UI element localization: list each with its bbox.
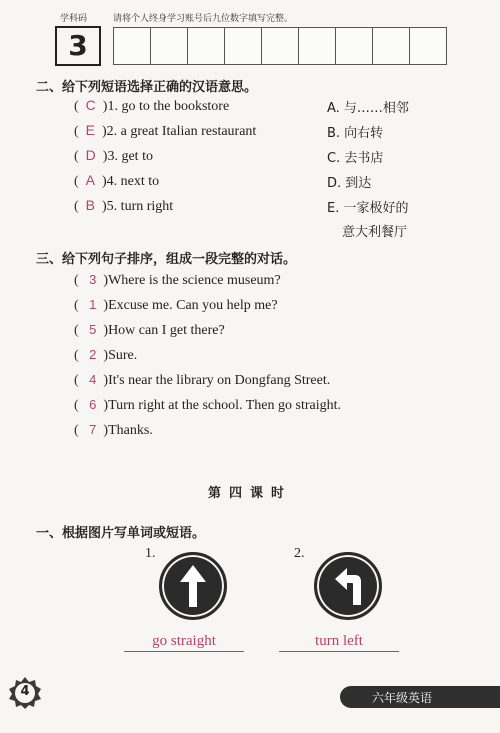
answer-field[interactable]: 7 bbox=[89, 422, 97, 437]
answer-field[interactable]: D bbox=[85, 147, 96, 163]
option-e: E. 一家极好的 bbox=[327, 201, 409, 216]
section3-title: 三、给下列句子排序，组成一段完整的对话。 bbox=[36, 252, 297, 267]
lesson-title: 第四课时 bbox=[207, 486, 292, 501]
list-item: ( A )4. next to bbox=[74, 172, 160, 189]
sentence-text: )Excuse me. Can you help me? bbox=[103, 298, 278, 313]
list-item: ( 7 )Thanks. bbox=[74, 422, 153, 438]
sentence-text: )Where is the science museum? bbox=[103, 273, 281, 288]
page-number-badge bbox=[8, 676, 42, 710]
id-digit-box[interactable] bbox=[372, 27, 410, 65]
id-digit-box[interactable] bbox=[261, 27, 299, 65]
phrase-text: )5. turn right bbox=[102, 199, 174, 214]
answer-field[interactable]: 4 bbox=[89, 372, 97, 387]
sentence-text: )Sure. bbox=[103, 348, 138, 363]
option-c: C. 去书店 bbox=[327, 151, 384, 166]
straight-arrow-icon bbox=[159, 552, 227, 620]
answer-field[interactable]: 3 bbox=[89, 272, 97, 287]
answer-field[interactable]: B bbox=[85, 197, 96, 213]
sentence-text: )Thanks. bbox=[103, 423, 153, 438]
answer-underline bbox=[279, 651, 399, 652]
item-number: 2. bbox=[294, 546, 305, 561]
subject-code-label: 学科码 bbox=[60, 14, 88, 24]
id-digit-box[interactable] bbox=[409, 27, 447, 65]
list-item: ( 3 )Where is the science museum? bbox=[74, 272, 281, 288]
answer-underline bbox=[124, 651, 244, 652]
phrase-text: )2. a great Italian restaurant bbox=[102, 124, 257, 139]
option-b: B. 向右转 bbox=[327, 126, 384, 141]
answer-field[interactable]: 6 bbox=[89, 397, 97, 412]
sentence-text: )Turn right at the school. Then go straight. bbox=[103, 398, 341, 413]
id-digit-box[interactable] bbox=[298, 27, 336, 65]
list-item: ( 5 )How can I get there? bbox=[74, 322, 225, 338]
phrase-text: )3. get to bbox=[102, 149, 153, 164]
id-digit-box[interactable] bbox=[335, 27, 373, 65]
answer-field[interactable]: turn left bbox=[315, 633, 363, 649]
option-e-continued: 意大利餐厅 bbox=[342, 225, 408, 240]
item-number: 1. bbox=[145, 546, 156, 561]
sentence-text: )It's near the library on Dongfang Street. bbox=[103, 373, 331, 388]
option-a: A. 与……相邻 bbox=[327, 101, 409, 116]
phrase-text: )1. go to the bookstore bbox=[102, 99, 230, 114]
answer-field[interactable]: C bbox=[85, 97, 96, 113]
id-digit-box[interactable] bbox=[224, 27, 262, 65]
list-item: ( D )3. get to bbox=[74, 147, 153, 164]
id-digit-box[interactable] bbox=[113, 27, 151, 65]
id-digit-box[interactable] bbox=[187, 27, 225, 65]
list-item: ( B )5. turn right bbox=[74, 197, 174, 214]
list-item: ( 6 )Turn right at the school. Then go straight. bbox=[74, 397, 341, 413]
answer-field[interactable]: 5 bbox=[89, 322, 97, 337]
list-item: ( 4 )It's near the library on Dongfang Street. bbox=[74, 372, 331, 388]
answer-field[interactable]: A bbox=[85, 172, 96, 188]
answer-field[interactable]: E bbox=[85, 122, 96, 138]
list-item: ( 2 )Sure. bbox=[74, 347, 138, 363]
sentence-text: )How can I get there? bbox=[103, 323, 225, 338]
answer-field[interactable]: go straight bbox=[152, 633, 216, 649]
page-number: 4 bbox=[20, 684, 30, 699]
answer-field[interactable]: 1 bbox=[89, 297, 97, 312]
phrase-text: )4. next to bbox=[102, 174, 160, 189]
section2-title: 二、给下列短语选择正确的汉语意思。 bbox=[36, 80, 258, 95]
list-item: ( C )1. go to the bookstore bbox=[74, 97, 230, 114]
list-item: ( 1 )Excuse me. Can you help me? bbox=[74, 297, 278, 313]
list-item: ( E )2. a great Italian restaurant bbox=[74, 122, 257, 139]
answer-field[interactable]: 2 bbox=[89, 347, 97, 362]
turn-left-arrow-icon bbox=[314, 552, 382, 620]
subject-code-box: 3 bbox=[55, 26, 101, 66]
grade-label: 六年级英语 bbox=[372, 691, 433, 705]
id-instruction: 请将个人终身学习账号后九位数字填写完整。 bbox=[113, 14, 294, 24]
option-d: D. 到达 bbox=[327, 176, 372, 191]
section1-title: 一、根据图片写单词或短语。 bbox=[36, 526, 206, 541]
id-digit-box[interactable] bbox=[150, 27, 188, 65]
